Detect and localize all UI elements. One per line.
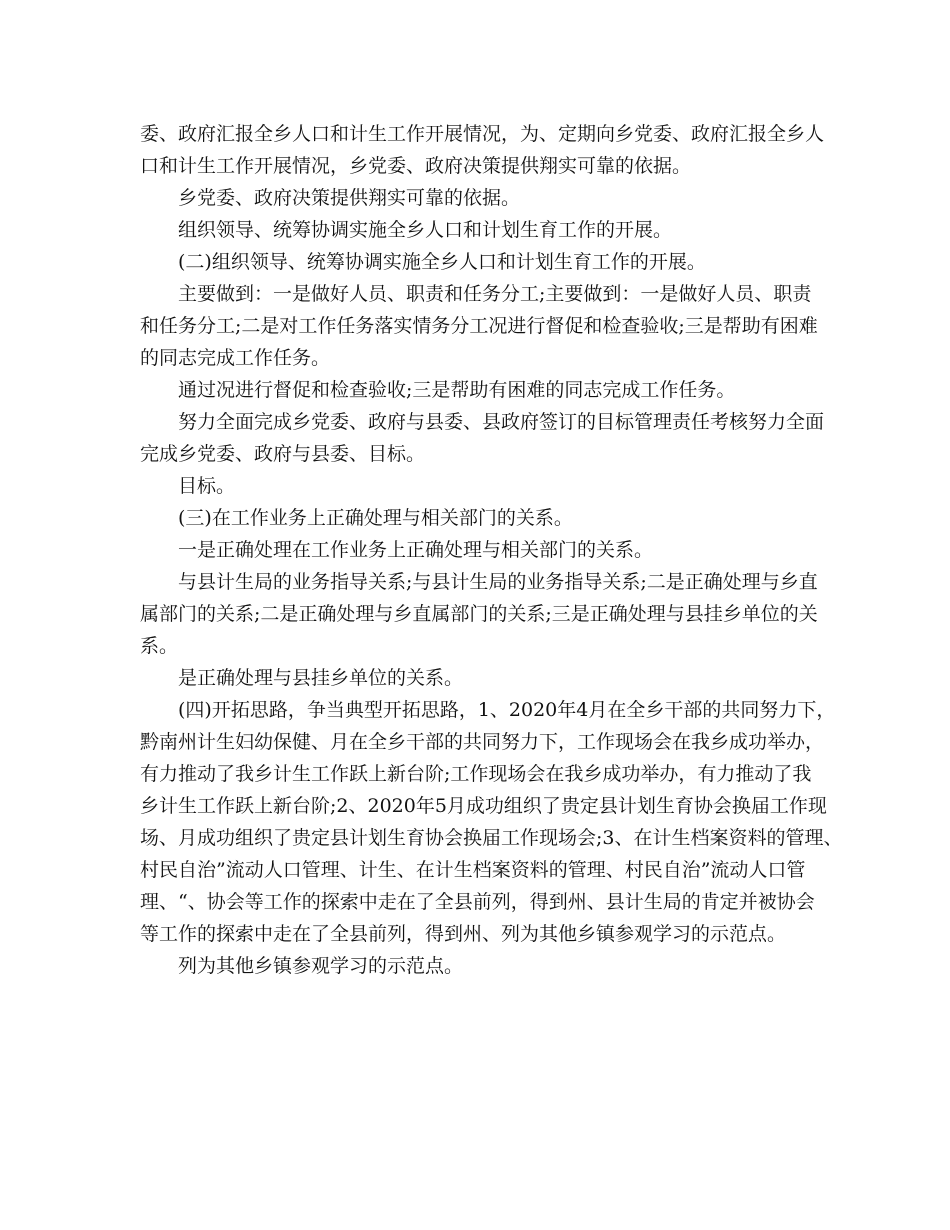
paragraph: 主要做到：一是做好人员、职责和任务分工;主要做到：一是做好人员、职责 和任务分工;二是对工作任务落实情务分工况进行督促和检查验收;三是帮助有困难 的同志完成工作任务。 bbox=[140, 283, 818, 369]
paragraph: 组织领导、统筹协调实施全乡人口和计划生育工作的开展。 bbox=[140, 219, 673, 241]
paragraph: 委、政府汇报全乡人口和计生工作开展情况，为、定期向乡党委、政府汇报全乡人 口和计生工作开展情况，乡党委、政府决策提供翔实可靠的依据。 bbox=[140, 123, 825, 177]
paragraph: 与县计生局的业务指导关系;与县计生局的业务指导关系;二是正确处理与乡直 属部门的关系;二是正确处理与乡直属部门的关系;三是正确处理与县挂乡单位的关 系。 bbox=[140, 571, 818, 657]
paragraph: 通过况进行督促和检查验收;三是帮助有困难的同志完成工作任务。 bbox=[140, 379, 736, 401]
paragraph: (三)在工作业务上正确处理与相关部门的关系。 bbox=[140, 507, 573, 529]
paragraph: 是正确处理与县挂乡单位的关系。 bbox=[140, 667, 464, 689]
paragraph: (四)开拓思路，争当典型开拓思路，1、2020年4月在全乡干部的共同努力下， 黔南州计生妇幼保健、月在全乡干部的共同努力下，工作现场会在我乡成功举办， 有力推动了我乡计生工作跃上新台阶;工作现场会在我乡成功举办，有力推动了我 乡计生工作跃上新台阶;2、2020年5月成功组织了贵定县计划生育协会换届工作现 场、月成功组织了贵定县计划生育协会换届工作现场会;3、在计生档案资料的管理、 村民自治”流动人口管理、计生、在计生档案资料的管理、村民自治”流动人口管 理、“、协会等工作的探索中走在了全县前列，得到州、县计生局的肯定并被协会 等工作的探索中走在了全县前列，得到州、列为其他乡镇参观学习的示范点。 bbox=[140, 699, 843, 945]
paragraph: 乡党委、政府决策提供翔实可靠的依据。 bbox=[140, 187, 521, 209]
paragraph: 列为其他乡镇参观学习的示范点。 bbox=[140, 955, 464, 977]
paragraph: 努力全面完成乡党委、政府与县委、县政府签订的目标管理责任考核努力全面 完成乡党委、政府与县委、目标。 bbox=[140, 411, 825, 465]
paragraph: (二)组织领导、统筹协调实施全乡人口和计划生育工作的开展。 bbox=[140, 251, 706, 273]
paragraph: 一是正确处理在工作业务上正确处理与相关部门的关系。 bbox=[140, 539, 654, 561]
paragraph: 目标。 bbox=[140, 475, 236, 497]
